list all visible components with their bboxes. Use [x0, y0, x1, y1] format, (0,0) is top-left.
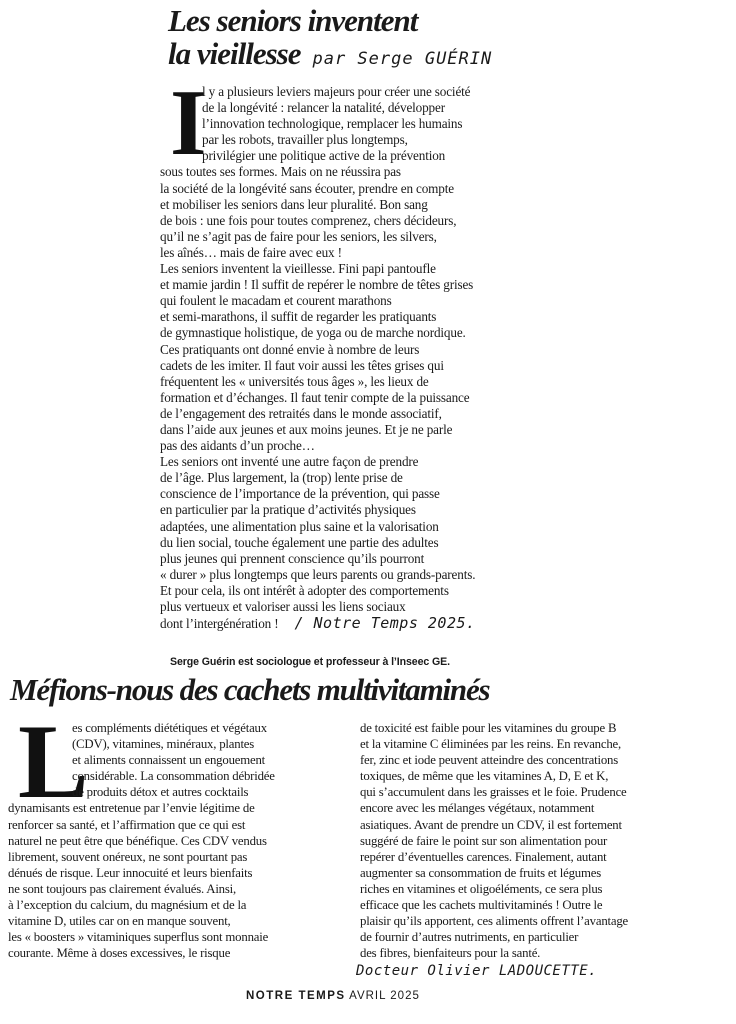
text-line: l y a plusieurs leviers majeurs pour créer une société — [202, 84, 471, 99]
text-line: naturel ne peut être que bénéfique. Ces CDV vendus — [8, 833, 267, 848]
text-line-last — [160, 615, 540, 632]
text-line: de produits détox et autres cocktails — [72, 785, 249, 800]
text-line: à l’exception du calcium, du magnésium et de la — [8, 898, 247, 913]
text-line: « durer » plus longtemps que leurs parents ou grands-parents. — [160, 566, 476, 582]
text-line: ne sont toujours pas clairement évalués. Ainsi, — [8, 881, 237, 896]
text-line: de bois : une fois pour toutes comprenez, chers décideurs, — [160, 212, 457, 228]
text-line: asiatiques. Avant de prendre un CDV, il est fortement — [360, 817, 622, 832]
text-line: fer, zinc et iode peuvent atteindre des concentrations — [360, 753, 619, 768]
text-line: renforcer sa santé, et l’affirmation que ce qui est — [8, 817, 246, 832]
text-line: courante. Même à doses excessives, le risque — [8, 946, 231, 961]
text-line: Et pour cela, ils ont intérêt à adopter des comportements — [160, 582, 449, 598]
text-line: et mobiliser les seniors dans leur pluralité. Bon sang — [160, 196, 428, 212]
text-line: en particulier par la pratique d’activités physiques — [160, 502, 416, 518]
text-line: par les robots, travailler plus longtemps, — [202, 132, 408, 148]
text-line: dans l’aide aux jeunes et aux moins jeunes. Et je ne parle — [160, 421, 453, 437]
closing-text: dont l’intergénération ! — [160, 616, 279, 632]
text-line: conscience de l’importance de la prévention, qui passe — [160, 486, 440, 502]
text-line: repérer d’éventuelles carences. Finalement, autant — [360, 849, 607, 864]
text-line: Les seniors ont inventé une autre façon de prendre — [160, 454, 419, 470]
issue-date: AVRIL 2025 — [349, 990, 420, 1002]
text-line: plus jeunes qui prennent conscience qu’ils pourront — [160, 550, 425, 566]
text-line: Les seniors inventent la vieillesse. Fini papi pantoufle — [160, 261, 436, 277]
text-line: les « boosters » vitaminiques superflus sont monnaie — [8, 930, 269, 945]
text-line: privilégier une politique active de la prévention — [202, 148, 446, 164]
text-line: et la vitamine C éliminées par les reins. En revanche, — [360, 737, 622, 752]
text-line: es compléments diététiques et végétaux — [72, 721, 267, 735]
article-title — [168, 4, 648, 76]
handwritten-author-signature: Docteur Olivier LADOUCETTE. — [356, 963, 598, 980]
text-line: de gymnastique holistique, de yoga ou de marche nordique. — [160, 325, 466, 341]
text-line: et aliments connaissent un engouement — [72, 753, 266, 768]
article-title-line-2: la vieillesse — [168, 36, 301, 71]
article-2-column-2 — [356, 720, 732, 980]
drop-cap-2: L — [18, 703, 89, 820]
text-line: considérable. La consommation débridée — [72, 769, 275, 784]
text-line: du lien social, touche également une partie des adultes — [160, 534, 439, 550]
text-line: toxiques, de même que les vitamines A, D, E et K, — [360, 769, 609, 784]
text-line: fréquentent les « universités tous âges », les lieux de — [160, 373, 429, 389]
text-line: de toxicité est faible pour les vitamines du groupe B — [360, 721, 617, 735]
article-body — [160, 71, 540, 633]
text-line: de l’engagement des retraités dans le monde associatif, — [160, 405, 442, 421]
text-line: formation et d’échanges. Il faut tenir compte de la puissance — [160, 389, 470, 405]
text-line: librement, souvent onéreux, ne sont pourtant pas — [8, 849, 248, 864]
text-line: cadets de les imiter. Il faut voir aussi les têtes grises qui — [160, 357, 444, 373]
text-line: pas des aidants d’un proche… — [160, 438, 315, 454]
text-line: suggéré de faire le point sur son alimentation pour — [360, 833, 608, 848]
text-line: dénués de risque. Leur innocuité et leurs bienfaits — [8, 865, 253, 880]
text-line: Ces pratiquants ont donné envie à nombre de leurs — [160, 341, 420, 357]
text-line: vitamine D, utiles car on en manque souvent, — [8, 914, 231, 929]
text-line: l’innovation technologique, remplacer les humains — [202, 116, 463, 132]
text-line: les aînés… mais de faire avec eux ! — [160, 244, 342, 260]
drop-cap: I — [170, 71, 207, 175]
text-line: qui s’accumulent dans les graisses et le foie. Prudence — [360, 785, 627, 800]
text-line: efficace que les cachets multivitaminés ! Outre le — [360, 898, 603, 913]
text-line: encore avec les mélanges végétaux, notamment — [360, 801, 595, 816]
text-line: la société de la longévité sans écouter, prendre en compte — [160, 180, 454, 196]
text-line: et mamie jardin ! Il suffit de repérer le nombre de têtes grises — [160, 277, 474, 293]
text-line: de l’âge. Plus largement, la (trop) lente prise de — [160, 470, 403, 486]
text-line: plaisir qu’ils apportent, ces aliments offrent l’avantage — [360, 914, 629, 929]
handwritten-source-note: / Notre Temps 2025. — [294, 614, 476, 633]
text-line: riches en vitamines et oligoéléments, ce sera plus — [360, 881, 603, 896]
article-2-column-1 — [8, 720, 353, 961]
text-line: sous toutes ses formes. Mais on ne réussira pas — [160, 164, 401, 180]
article-title-line-1: Les seniors inventent — [168, 3, 418, 38]
text-line: qui foulent le macadam et courent marathons — [160, 293, 392, 309]
text-line: des fibres, bienfaiteurs pour la santé. — [360, 946, 541, 961]
text-line: de fournir d’autres nutriments, en particulier — [360, 930, 579, 945]
text-line: augmenter sa consommation de fruits et légumes — [360, 865, 601, 880]
text-line: qu’il ne s’agit pas de faire pour les seniors, les silvers, — [160, 228, 437, 244]
text-line: de la longévité : relancer la natalité, développer — [202, 100, 445, 116]
text-line: plus vertueux et valoriser aussi les liens sociaux — [160, 599, 406, 614]
magazine-name: NOTRE TEMPS — [246, 990, 346, 1002]
text-line: adaptées, une alimentation plus saine et la valorisation — [160, 518, 439, 534]
page-footer — [246, 990, 420, 1002]
handwritten-author-annotation: par Serge GUÉRIN — [312, 49, 493, 69]
author-byline: Serge Guérin est sociologue et professeur à l’Inseec GE. — [170, 656, 450, 668]
article-title-2: Méfions-nous des cachets multivitaminés — [10, 672, 490, 707]
text-line: dynamisants est entretenue par l’envie légitime de — [8, 801, 255, 816]
text-line: (CDV), vitamines, minéraux, plantes — [72, 737, 255, 752]
text-line: et semi-marathons, il suffit de regarder les pratiquants — [160, 309, 437, 325]
